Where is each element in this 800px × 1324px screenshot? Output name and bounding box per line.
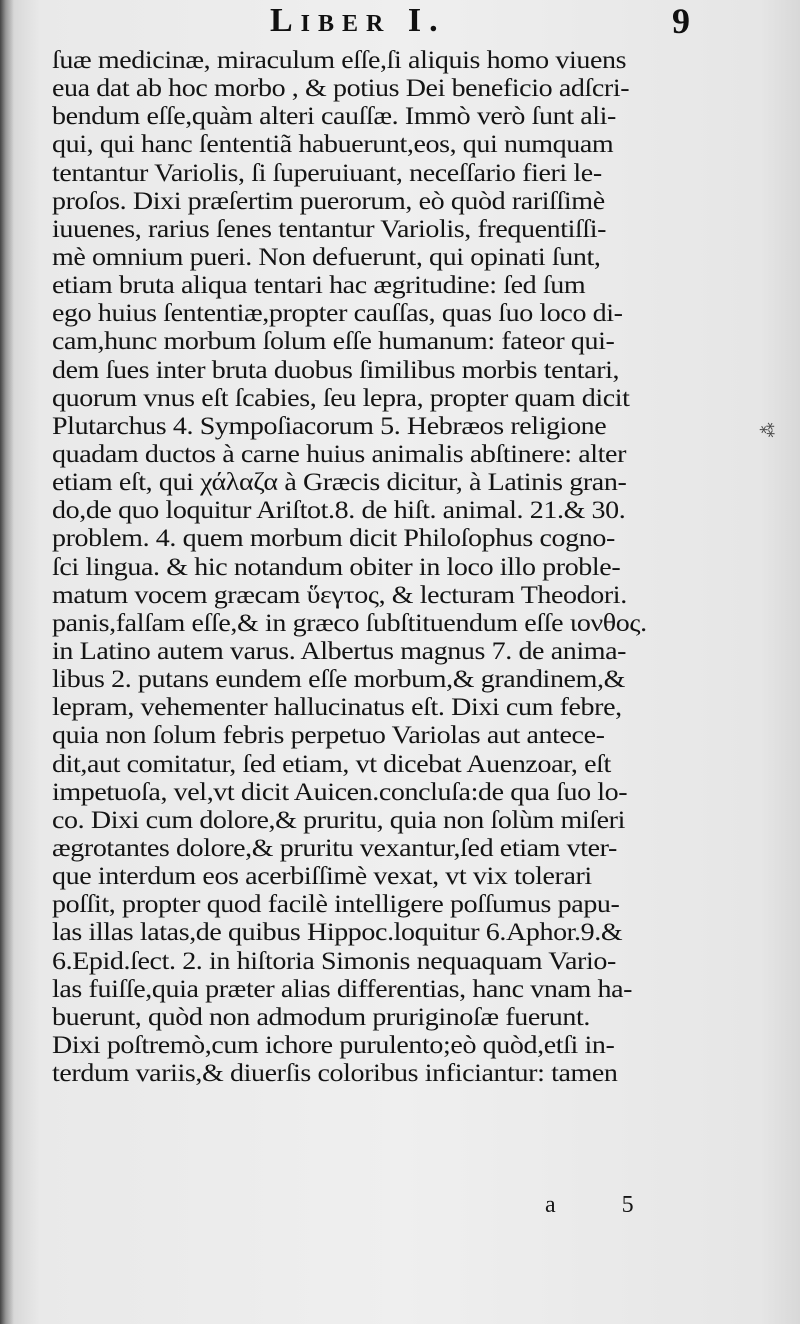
body-text [52, 47, 712, 1088]
text-line: panis,falſam eſſe,& in græco ſubſtituendum eſſe ιονθος. [52, 609, 647, 637]
text-line: do,de quo loquitur Ariſtot.8. de hiſt. animal. 21.& 30. [52, 497, 626, 525]
running-title: Liber I. [270, 2, 446, 39]
text-line: buerunt, quòd non admodum pruriginoſæ fuerunt. [52, 1003, 591, 1031]
text-line: ego huius ſententiæ,propter cauſſas, quas ſuo loco di- [52, 300, 623, 328]
text-line: quia non ſolum febris perpetuo Variolas aut antece- [52, 722, 605, 750]
text-line: libus 2. putans eundem eſſe morbum,& grandinem,& [52, 666, 625, 694]
text-line: tentantur Variolis, ſi ſuperuiuant, neceſſario fieri le- [52, 159, 602, 187]
text-line: las illas latas,de quibus Hippoc.loquitur 6.Aphor.9.& [52, 919, 623, 947]
text-line: terdum variis,& diuerſis coloribus inficiantur: tamen [52, 1060, 618, 1088]
text-line: co. Dixi cum dolore,& pruritu, quia non ſolùm miſeri [52, 806, 625, 834]
text-line: 6.Epid.ſect. 2. in hiſtoria Simonis nequaquam Vario- [52, 947, 616, 975]
text-line: ſuæ medicinæ, miraculum eſſe,ſi aliquis homo viuens [52, 47, 627, 74]
marginal-blot: ⁂ [756, 419, 779, 442]
text-line: poſſit, propter quod facilè intelligere poſſumus papu- [52, 891, 620, 919]
text-line: eua dat ab hoc morbo , & potius Dei beneficio adſcri- [52, 75, 630, 103]
page-number: 9 [672, 1, 690, 41]
text-line: cam,hunc morbum ſolum eſſe humanum: fateor qui- [52, 328, 615, 356]
binding-shadow [0, 0, 14, 1324]
text-line: bendum eſſe,quàm alteri cauſſæ. Immò verò ſunt ali- [52, 103, 616, 131]
text-line: Dixi poſtremò,cum ichore purulento;eò quòd,etſi in- [52, 1031, 615, 1059]
signature-mark: a 5 [545, 1192, 664, 1218]
text-line: dit,aut comitatur, ſed etiam, vt dicebat Auenzoar, eſt [52, 750, 611, 778]
text-line: iuuenes, rarius ſenes tentantur Variolis, frequentiſſi- [52, 215, 607, 243]
text-line: quadam ductos à carne huius animalis abſtinere: alter [52, 440, 627, 468]
text-line: ſci lingua. & hic notandum obiter in loco illo proble- [52, 553, 621, 581]
text-line: etiam eſt, qui χάλαζα à Græcis dicitur, à Latinis gran- [52, 469, 627, 497]
text-line: qui, qui hanc ſententiã habuerunt,eos, qui numquam [52, 131, 614, 159]
text-line: lepram, vehementer hallucinatus eſt. Dixi cum febre, [52, 694, 622, 722]
page-header [230, 0, 690, 48]
text-line: Plutarchus 4. Sympoſiacorum 5. Hebræos religione [52, 412, 607, 440]
text-line: proſos. Dixi præſertim puerorum, eò quòd rariſſimè [52, 187, 605, 215]
text-line: etiam bruta aliqua tentari hac ægritudine: ſed ſum [52, 272, 586, 300]
text-line: ægrotantes dolore,& pruritu vexantur,ſed etiam vter- [52, 834, 617, 862]
text-line: quorum vnus eſt ſcabies, ſeu lepra, propter quam dicit [52, 384, 630, 412]
text-line: in Latino autem varus. Albertus magnus 7. de anima- [52, 637, 627, 665]
text-line: dem ſues inter bruta duobus ſimilibus morbis tentari, [52, 356, 620, 384]
text-line: que interdum eos acerbiſſimè vexat, vt vix tolerari [52, 863, 592, 891]
text-line: problem. 4. quem morbum dicit Philoſophus cogno- [52, 525, 615, 553]
text-line: mè omnium pueri. Non defuerunt, qui opinati ſunt, [52, 243, 601, 271]
text-line: impetuoſa, vel,vt dicit Auicen.concluſa:de qua ſuo lo- [52, 778, 628, 806]
text-line: las fuiſſe,quia præter alias differentias, hanc vnam ha- [52, 975, 633, 1003]
text-line: matum vocem græcam ὕεγτος, & lecturam Theodori. [52, 581, 627, 609]
